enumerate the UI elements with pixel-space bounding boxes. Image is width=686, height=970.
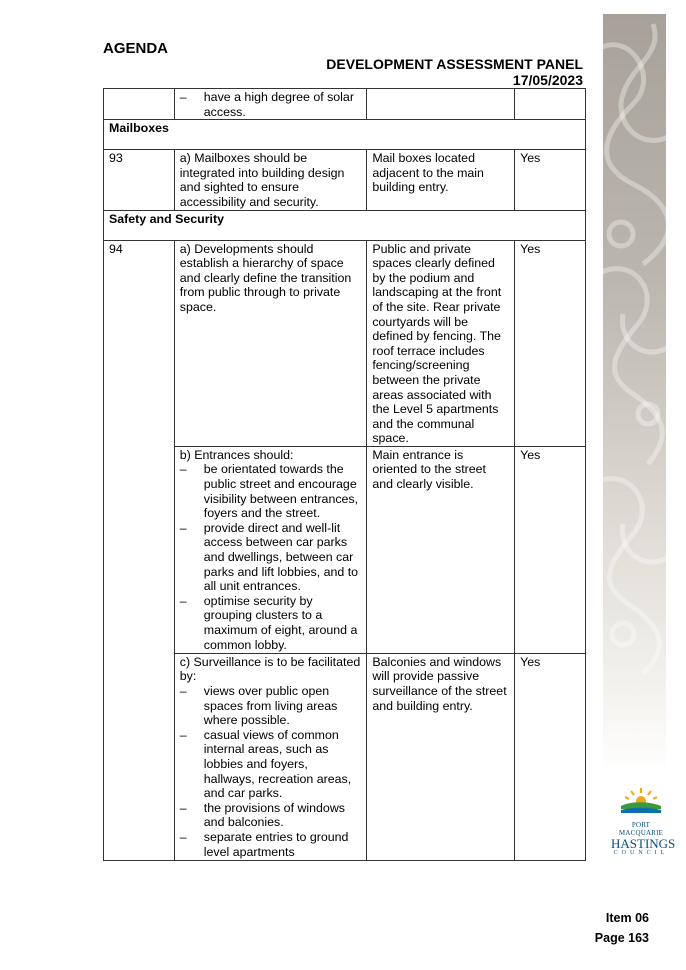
logo-line-3: COUNCIL	[613, 850, 669, 856]
dash-marker: –	[179, 593, 187, 608]
bullet-item	[180, 801, 362, 830]
section-row	[104, 120, 586, 150]
bullet-text: separate entries to ground level apartments	[203, 830, 349, 859]
assessment-table	[103, 88, 586, 861]
dash-marker: –	[179, 727, 187, 742]
response-text: Balconies and windows will provide passive surveillance of the street and building entry.	[367, 653, 515, 860]
table-cell	[104, 89, 175, 120]
table-cell	[515, 89, 586, 120]
requirement-intro: b) Entrances should:	[179, 447, 294, 462]
table-row	[104, 653, 586, 860]
table-row	[104, 240, 586, 446]
item-number: Item 06	[605, 911, 649, 925]
table-row	[104, 89, 586, 120]
bullet-item	[180, 90, 362, 119]
bullet-text: casual views of common internal areas, such as lobbies and foyers, hallways, recreation areas, and car parks.	[203, 727, 352, 801]
bullet-text: be orientated towards the public street and encourage visibility between entrances, foyers and the street.	[203, 462, 359, 521]
response-text: Mail boxes located adjacent to the main building entry.	[367, 150, 515, 210]
bullet-item	[180, 830, 362, 859]
agenda-heading: AGENDA	[103, 40, 169, 57]
dash-marker: –	[179, 462, 187, 477]
bullet-item	[180, 521, 362, 594]
logo-line-1: PORT MACQUARIE	[618, 821, 664, 837]
section-row	[104, 210, 586, 240]
requirement-text: a) Mailboxes should be integrated into building design and sighted to ensure accessibility and security.	[174, 150, 367, 210]
meeting-date: 17/05/2023	[512, 72, 583, 88]
dash-marker: –	[179, 90, 187, 104]
section-heading-safety: Safety and Security	[104, 210, 586, 240]
bullet-text: the provisions of windows and balconies.	[203, 800, 345, 830]
logo-line-2: HASTINGS	[611, 836, 676, 851]
response-text: Main entrance is oriented to the street and clearly visible.	[367, 446, 515, 653]
dash-marker: –	[179, 800, 187, 815]
dash-marker: –	[179, 520, 187, 535]
bullet-item	[180, 728, 362, 801]
clause-number: 93	[104, 150, 175, 210]
decorative-side-band	[603, 14, 666, 774]
bullet-text: views over public open spaces from living areas where possible.	[203, 684, 338, 728]
section-heading-mailboxes: Mailboxes	[104, 120, 586, 150]
panel-title: DEVELOPMENT ASSESSMENT PANEL	[326, 56, 583, 72]
dash-marker: –	[179, 684, 187, 699]
compliance-status: Yes	[515, 446, 586, 653]
bullet-item	[180, 462, 362, 520]
compliance-status: Yes	[515, 240, 586, 446]
bullet-item	[180, 684, 362, 728]
dash-marker: –	[179, 830, 187, 844]
requirement-text: a) Developments should establish a hierarchy of space and clearly define the transition from public through to private space.	[174, 240, 367, 446]
table-row	[104, 446, 586, 653]
requirement-cell	[174, 446, 367, 653]
requirement-intro: c) Surveillance is to be facilitated by:	[179, 654, 361, 684]
compliance-status: Yes	[515, 653, 586, 860]
clause-number: 94	[104, 240, 175, 860]
bullet-text: provide direct and well-lit access between car parks and dwellings, between car parks and lift lobbies, and to all unit entrances.	[203, 520, 359, 594]
table-row	[104, 150, 586, 210]
table-cell	[174, 89, 367, 120]
bullet-text: optimise security by grouping clusters to a maximum of eight, around a common lobby.	[203, 593, 358, 652]
sun-landscape-icon	[619, 786, 663, 816]
bullet-item	[180, 594, 362, 652]
response-text: Public and private spaces clearly defined by the podium and landscaping at the front of the site. Rear private courtyards will be defined by fencing. The roof terrace includes fencing/screening between the private areas associated with the Level 5 apartments and the communal space.	[367, 240, 515, 446]
compliance-status: Yes	[515, 150, 586, 210]
page-number: Page 163	[594, 931, 649, 945]
requirement-cell	[174, 653, 367, 860]
council-logo	[611, 786, 676, 856]
table-cell	[367, 89, 515, 120]
bullet-text: have a high degree of solar access.	[203, 90, 354, 119]
